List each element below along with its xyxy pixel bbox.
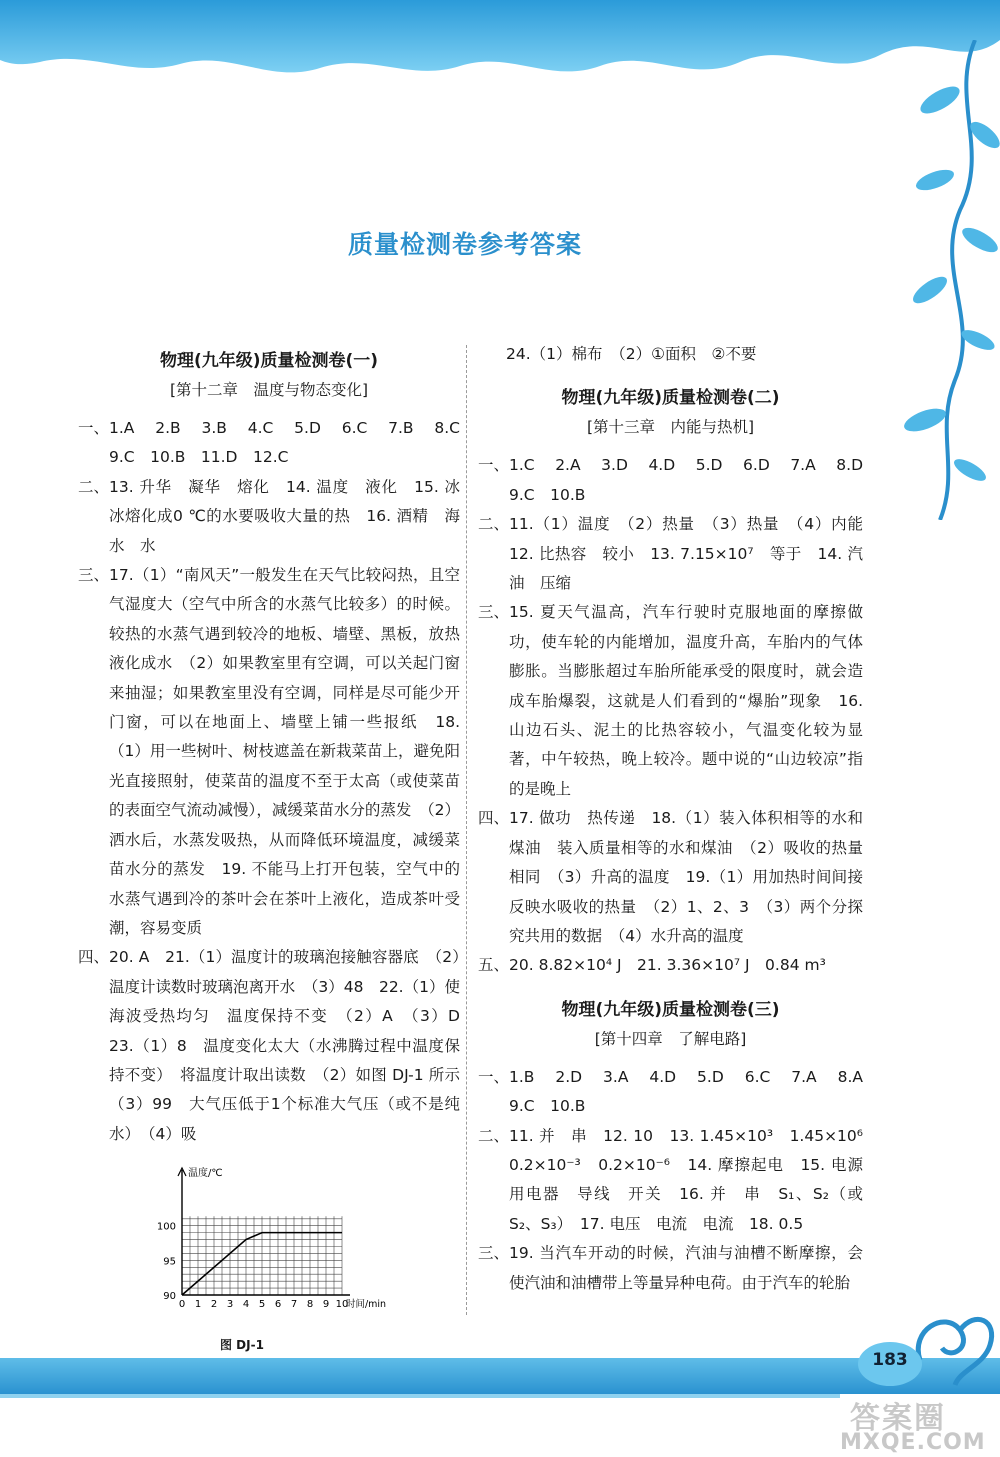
x-tick-label: 9: [322, 1299, 330, 1311]
answer-text: 1.C 2.A 3.D 4.D 5.D 6.D 7.A 8.D 9.C 10.B: [509, 456, 879, 504]
answer-block: [478, 1122, 879, 1240]
part-number: 四、: [78, 948, 110, 967]
answer-block: [78, 561, 460, 943]
figure-caption: 图 DJ-1: [220, 1337, 264, 1352]
x-axis-label: 时间/min: [345, 1299, 387, 1311]
answer-text: 19. 当汽车开动的时候，汽油与油槽不断摩擦，会使汽油和油槽带上等量异种电荷。由于汽车的轮胎: [509, 1244, 863, 1292]
answer-text: 15. 夏天气温高，汽车行驶时克服地面的摩擦做功，使车轮的内能增加，温度升高，车胎内的气体膨胀。当膨胀超过车胎所能承受的限度时，就会造成车胎爆裂，这就是人们看到的“爆胎”现象 16. 山边石头、泥土的比热容较小，气温变化较为显著，中午较热，晚上较冷。题中说的“山边较凉”指的是晚上: [509, 603, 863, 798]
part-number: 三、: [78, 566, 110, 585]
answer-text: 13. 升华 凝华 熔化 14. 温度 液化 15. 冰 冰熔化成0 ℃的水要吸收大量的热 16. 酒精 海水 水: [109, 477, 476, 555]
answer-block: [478, 804, 863, 951]
answer-text: 20. 8.82×10⁴ J 21. 3.36×10⁷ J 0.84 m³: [509, 956, 826, 975]
top-wave-banner: [0, 0, 1000, 110]
x-tick-label: 2: [210, 1299, 218, 1311]
answer-line: 24.（1）棉布 （2）①面积 ②不要: [506, 345, 757, 363]
answer-block: [78, 414, 476, 473]
section-subtitle: [第十三章 内能与热机]: [586, 418, 755, 437]
answer-block: [478, 598, 863, 804]
y-axis-label: 温度/℃: [188, 1168, 223, 1180]
temperature-graph: [140, 1155, 390, 1325]
part-number: 二、: [78, 477, 110, 496]
part-number: 四、: [478, 809, 510, 828]
page-number: 183: [872, 1350, 908, 1370]
answer-text: 20. A 21.（1）温度计的玻璃泡接触容器底 （2）温度计读数时玻璃泡离开水 （3）48 22.（1）使海波受热均匀 温度保持不变 （2）A （3）D 23.（1）8 温度变化太大（水沸腾过程中温度保持不变） 将温度计取出读数 （2）如图 DJ-1 所示 （3）99 大气压低于1个标准大气压（或不是纯水） （4）吸: [109, 948, 476, 1143]
part-number: 三、: [478, 1244, 510, 1263]
left-column: [78, 340, 476, 1354]
bottom-band: [0, 1358, 1000, 1394]
x-tick-label: 10: [335, 1299, 349, 1311]
vine-decoration: [880, 40, 1000, 520]
x-tick-label: 8: [306, 1299, 314, 1311]
x-tick-label: 4: [242, 1299, 250, 1311]
answer-text: 17. 做功 热传递 18.（1）装入体积相等的水和煤油 装入质量相等的水和煤油 （2）吸收的热量相同 （3）升高的温度 19.（1）用加热时间间接反映水吸收的热量 （2）1、2、3 （3）两个分探究共用的数据 （4）水升高的温度: [509, 809, 863, 945]
answer-block: [78, 943, 476, 1149]
part-number: 五、: [478, 956, 510, 975]
x-tick-label: 0: [178, 1299, 186, 1311]
x-tick-label: 1: [194, 1299, 202, 1311]
x-tick-label: 7: [290, 1299, 298, 1311]
answer-block: [478, 951, 863, 980]
answer-block: [478, 1063, 879, 1122]
part-number: 三、: [478, 603, 510, 622]
part-number: 一、: [78, 419, 110, 437]
section-title: 物理(九年级)质量检测卷(二): [561, 388, 780, 409]
part-number: 二、: [478, 1126, 510, 1145]
answer-text: 1.A 2.B 3.B 4.C 5.D 6.C 7.B 8.C 9.C 10.B 11.D 12.C: [109, 419, 476, 467]
section-title: 物理(九年级)质量检测卷(三): [561, 999, 780, 1020]
part-number: 一、: [478, 456, 510, 475]
answer-text: 1.B 2.D 3.A 4.D 5.D 6.C 7.A 8.A 9.C 10.B: [509, 1067, 879, 1116]
part-number: 二、: [478, 515, 510, 534]
answer-block: [478, 1239, 863, 1298]
bottom-band-stripe: [0, 1394, 840, 1398]
answer-block: [78, 473, 476, 561]
part-number: 一、: [478, 1067, 510, 1086]
watermark-url: MXQE.COM: [840, 1430, 986, 1455]
section-subtitle: [第十四章 了解电路]: [594, 1029, 747, 1048]
answer-text: 17.（1）“南风天”一般发生在天气比较闷热，且空气湿度大（空气中所含的水蒸气比较多）的时候。较热的水蒸气遇到较冷的地板、墙壁、黑板，放热液化成水 （2）如果教室里有空调，可以关起门窗来抽湿；如果教室里没有空调，同样是尽可能少开门窗，可以在地面上、墙壁上铺一些报纸 18.（1）用一些树叶、树枝遮盖在新栽菜苗上，避免阳光直接照射，使菜苗的温度不至于太高（或使菜苗的表面空气流动减慢），减缓菜苗水分的蒸发 （2）洒水后，水蒸发吸热，从而降低环境温度，减缓菜苗水分的蒸发 19. 不能马上打开包装，空气中的水蒸气遇到冷的茶叶会在茶叶上液化，造成茶叶受潮，容易变质: [109, 566, 460, 937]
answer-block: [478, 510, 879, 598]
y-tick-label: 95: [163, 1256, 176, 1268]
answer-block: [478, 451, 879, 510]
answer-text: 11. 并 串 12. 10 13. 1.45×10³ 1.45×10⁶ 0.2×10⁻³ 0.2×10⁻⁶ 14. 摩擦起电 15. 电源 用电器 导线 开关 16. 并 串 S₁、S₂（或S₂、S₃） 17. 电压 电流 电流 18. 0.5: [509, 1126, 879, 1233]
right-column: [478, 340, 879, 1298]
x-tick-label: 3: [226, 1299, 234, 1311]
watermark-logo-text: 答案圈: [850, 1401, 946, 1436]
section-title: 物理(九年级)质量检测卷(一): [159, 351, 379, 371]
y-tick-label: 90: [163, 1291, 176, 1303]
x-tick-label: 6: [274, 1299, 282, 1311]
answer-text: 11.（1）温度 （2）热量 （3）热量 （4）内能 12. 比热容 较小 13. 7.15×10⁷ 等于 14. 汽油 压缩: [509, 515, 879, 593]
x-tick-label: 5: [258, 1299, 266, 1311]
y-tick-label: 100: [156, 1221, 176, 1233]
section-subtitle: [第十二章 温度与物态变化]: [169, 381, 369, 399]
page-title: 质量检测卷参考答案: [347, 230, 582, 259]
